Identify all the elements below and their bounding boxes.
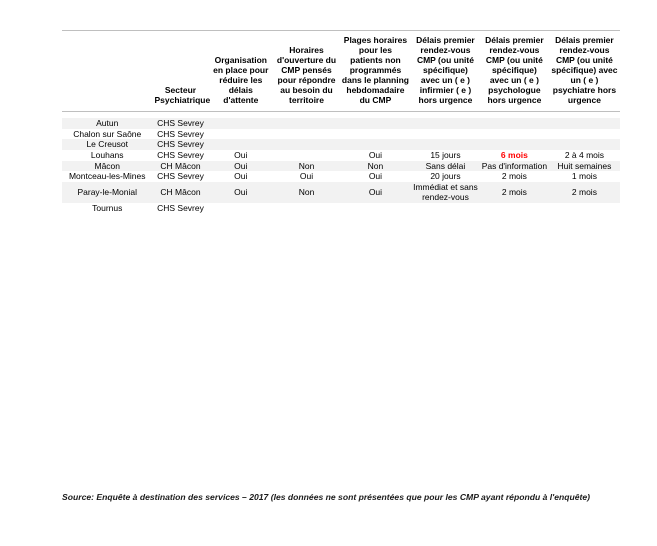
table-row [62,182,620,203]
cell-delai-psychiatre: 1 mois [571,171,597,182]
cell-secteur: CH Mâcon [152,161,208,172]
cell-delai-psychologue: 6 mois [500,149,528,160]
cell-horaires [273,139,340,150]
cell-plages [340,118,411,129]
cell-secteur: CHS Sevrey [157,149,204,160]
cell-delai-psychiatre [549,203,620,214]
row-label: Tournus [92,203,123,214]
cell-plages [340,139,411,150]
cell-delai-psychologue [480,203,549,214]
table-row [62,129,620,140]
cmp-table [62,30,620,214]
column-header-plages: Plages horaires pour les patients non programmés dans le planning hebdomadaire du CMP [341,35,409,106]
column-header-delai-psychiatre: Délais premier rendez-vous CMP (ou unité spécifique) avec un ( e ) psychiatre hors urgence [551,35,618,106]
column-header-name [62,31,152,112]
cell-horaires [273,150,340,161]
row-label: Paray-le-Monial [62,182,152,203]
column-header-horaires: Horaires d'ouverture du CMP pensés pour répondre au besoin du territoire [276,45,337,106]
cell-plages: Oui [340,182,411,203]
table-body [62,112,620,214]
cell-delai-psychiatre [549,118,620,129]
cell-organisation: Oui [234,149,248,160]
cell-plages [340,203,411,214]
table-row [62,161,620,172]
row-label: Autun [62,118,152,129]
cell-delai-infirmier [411,139,480,150]
cell-horaires [273,203,340,214]
column-header-organisation: Organisation en place pour réduire les délais d'attente [213,55,269,106]
column-header-secteur: Secteur Psychiatrique [154,85,211,106]
cell-delai-psychiatre [549,139,620,150]
row-label: Chalon sur Saône [73,128,142,139]
cell-delai-psychologue [480,118,549,129]
row-label: Mâcon [62,161,152,172]
cell-delai-psychologue: 2 mois [501,171,527,182]
cmp-table-container [62,30,620,214]
cell-delai-infirmier [411,203,480,214]
table-row [62,139,620,150]
table-row [62,118,620,129]
cell-horaires [273,129,340,140]
cell-plages: Oui [368,149,383,160]
cell-organisation [208,118,273,129]
cell-delai-psychologue [480,139,549,150]
cell-plages: Oui [368,171,383,182]
row-label: Montceau-les-Mines [68,171,146,182]
row-label: Le Creusot [62,139,152,150]
row-label: Louhans [90,149,124,160]
cell-secteur: CHS Sevrey [152,118,208,129]
cell-delai-psychiatre: 2 à 4 mois [564,149,605,160]
cell-delai-psychologue: 2 mois [480,182,549,203]
cell-secteur: CHS Sevrey [152,139,208,150]
table-header [62,31,620,112]
cell-organisation: Oui [234,171,248,182]
cell-delai-psychiatre [549,129,620,140]
cell-organisation [208,139,273,150]
column-header-delai-psychologue: Délais premier rendez-vous CMP (ou unité spécifique) avec un ( e ) psychologue hors urgence [485,35,544,106]
cell-delai-infirmier [411,129,480,140]
table-row [62,150,620,161]
cell-plages: Non [340,161,411,172]
cell-delai-infirmier: 20 jours [430,171,461,182]
cell-delai-psychiatre: Huit semaines [549,161,620,172]
cell-horaires: Non [273,182,340,203]
table-header-row [62,31,620,112]
cell-delai-infirmier: 15 jours [430,149,461,160]
cell-delai-infirmier [411,118,480,129]
cell-secteur: CHS Sevrey [157,171,204,182]
cell-secteur: CH Mâcon [152,182,208,203]
source-note: Source: Enquête à destination des services – 2017 (les données ne sont présentées que pour les CMP ayant répondu à l'enquête) [62,492,591,502]
cell-organisation: Oui [208,161,273,172]
cell-secteur: CHS Sevrey [157,203,204,214]
cell-horaires [273,118,340,129]
cell-horaires: Oui [299,171,314,182]
cell-organisation [208,203,273,214]
cell-plages [340,129,411,140]
cell-delai-infirmier: Immédiat et sans rendez-vous [411,182,480,203]
table-row [62,171,620,182]
table-row [62,203,620,214]
column-header-delai-infirmier: Délais premier rendez-vous CMP (ou unité spécifique) avec un ( e ) infirmier ( e ) hors urgence [416,35,475,106]
cell-organisation [208,129,273,140]
cell-secteur: CHS Sevrey [157,128,204,139]
cell-organisation: Oui [208,182,273,203]
cell-delai-psychologue: Pas d'information [481,160,548,171]
cell-delai-infirmier: Sans délai [411,161,480,172]
cell-delai-psychologue [480,129,549,140]
cell-delai-psychiatre: 2 mois [549,182,620,203]
cell-horaires: Non [273,161,340,172]
